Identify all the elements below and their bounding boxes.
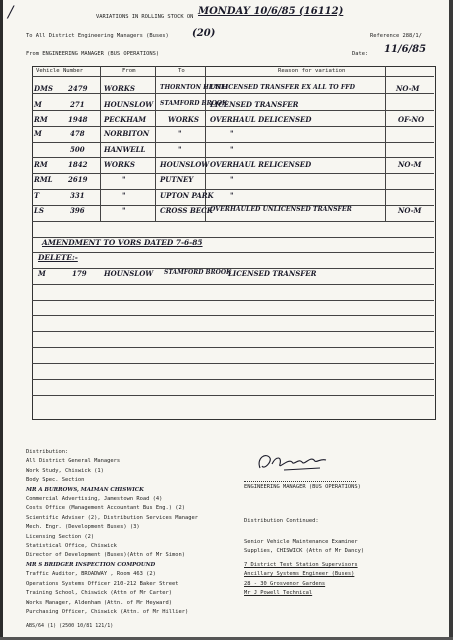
col-to: To xyxy=(178,68,185,74)
distribution-line: Purchasing Officer, Chiswick (Attn. of Mr Hillier) xyxy=(26,608,189,615)
to-line: To All District Engineering Managers (Buses) xyxy=(26,33,169,39)
vehicle-number: 2479 xyxy=(68,84,88,93)
distribution-line: Mr J Powell Technical xyxy=(244,590,313,597)
from-garage: " xyxy=(122,175,126,184)
vehicle-number: 179 xyxy=(72,269,87,278)
distribution-line: 7 District Test Station Supervisors xyxy=(244,561,358,568)
note: NO-M xyxy=(396,84,420,93)
to-garage: THORNTON HEATH xyxy=(160,84,228,91)
to-garage: STAMFORD BROOK xyxy=(160,100,228,107)
vehicle-number: 2619 xyxy=(68,175,88,184)
distribution-line: MR S BRIDGER INSPECTION COMPOUND xyxy=(26,561,156,568)
delete-label: DELETE:- xyxy=(38,253,78,262)
signature-title: ENGINEERING MANAGER (BUS OPERATIONS) xyxy=(244,484,361,490)
corner-mark: / xyxy=(8,2,14,21)
from-garage: WORKS xyxy=(104,84,135,93)
distribution-line: MR A BURROWS, MAIMAN CHISWICK xyxy=(26,486,144,493)
to-garage: UPTON PARK xyxy=(160,191,214,200)
col-from: From xyxy=(122,68,136,74)
distribution-line: Senior Vehicle Maintenance Examiner xyxy=(244,539,358,545)
reason: UNLICENSED TRANSFER EX ALL TO FFD xyxy=(210,84,356,91)
vehicle-type: M xyxy=(34,129,42,138)
distribution-line: Works Manager, Aldenham (Attn. of Mr Heyward) xyxy=(26,599,173,606)
distribution-line: Commercial Advertising, Jamestown Road (4) xyxy=(26,496,163,503)
to-garage: STAMFORD BROOK xyxy=(164,269,232,276)
to-garage: WORKS xyxy=(168,115,199,124)
to-garage: " xyxy=(178,145,182,154)
distribution-line: Mech. Engr. (Development Buses) (3) xyxy=(26,524,140,531)
distribution-line: Scientific Adviser (2), Distribution Services Manager xyxy=(26,514,199,521)
note: OF-NO xyxy=(398,115,425,124)
reason: " xyxy=(230,145,234,154)
from-garage: " xyxy=(122,191,126,200)
reference: Reference 288/1/ xyxy=(370,33,422,39)
title-handwritten: MONDAY 10/6/85 (16112) xyxy=(198,6,344,17)
signature xyxy=(254,448,336,478)
col-reason: Reason for variation xyxy=(278,68,346,74)
reason: OVERHAULED UNLICENSED TRANSFER xyxy=(210,206,352,213)
vehicle-type: DMS xyxy=(34,84,53,93)
date-label: Date: xyxy=(352,51,369,57)
title-prefix: VARIATIONS IN ROLLING STOCK ON xyxy=(96,14,194,20)
vehicle-number: 478 xyxy=(70,129,85,138)
distribution-line: Licensing Section (2) xyxy=(26,533,95,540)
from-garage: " xyxy=(122,206,126,215)
distribution-line: Training School, Chiswick (Attn of Mr Carter) xyxy=(26,590,173,597)
from-garage: NORBITON xyxy=(104,129,150,138)
from-garage: HOUNSLOW xyxy=(104,269,154,278)
vehicle-number: 396 xyxy=(70,206,85,215)
vehicle-type: RML xyxy=(34,175,53,184)
col-vehicle-number: Vehicle Number xyxy=(36,68,84,74)
to-garage: CROSS BECK xyxy=(160,206,213,215)
distribution-line: Distribution: xyxy=(26,449,69,455)
to-garage: HOUNSLOW xyxy=(160,160,210,169)
amendment-title: AMENDMENT TO VORS DATED 7-6-85 xyxy=(42,238,203,247)
distribution-line: Body Spec. Section xyxy=(26,477,85,484)
reason: " xyxy=(230,129,234,138)
from-garage: HANWELL xyxy=(104,145,146,154)
distribution-continued-heading: Distribution Continued: xyxy=(244,518,319,524)
distribution-line: Director of Development (Buses)(Attn of Mr Simon) xyxy=(26,552,186,559)
scan-edge-right xyxy=(449,0,453,640)
reason: " xyxy=(230,175,234,184)
reason: LICENSED TRANSFER xyxy=(210,100,299,109)
distribution-line: Costs Office (Management Accountant Bus Eng.) (2) xyxy=(26,505,186,512)
distribution-line: Traffic Auditor, BROADWAY , Room 463 (2) xyxy=(26,571,156,578)
reason: LICENSED TRANSFER xyxy=(228,269,317,278)
note: NO-M xyxy=(398,206,422,215)
reason: " xyxy=(230,191,234,200)
distribution-line: Ancillary Systems Engineer (Buses) xyxy=(244,571,355,578)
distribution-line: Statistical Office, Chiswick xyxy=(26,543,117,550)
reason: OVERHAUL DELICENSED xyxy=(210,115,312,124)
from-garage: PECKHAM xyxy=(104,115,147,124)
from-line: From ENGINEERING MANAGER (BUS OPERATIONS) xyxy=(26,51,160,57)
vehicle-type: LS xyxy=(34,206,44,215)
from-garage: WORKS xyxy=(104,160,135,169)
vehicle-number: 1948 xyxy=(68,115,88,124)
distribution-continued-list xyxy=(244,538,364,598)
distribution-list xyxy=(26,448,198,617)
from-garage: HOUNSLOW xyxy=(104,100,154,109)
vehicle-type: T xyxy=(34,191,40,200)
form-footer: ABS/64 (1) (2500 10/81 121/1) xyxy=(26,623,114,629)
note: NO-M xyxy=(398,160,422,169)
distribution-line: Work Study, Chiswick (1) xyxy=(26,467,104,474)
vehicle-number: 500 xyxy=(70,145,85,154)
scan-edge-left xyxy=(0,0,3,640)
vehicle-type: M xyxy=(34,100,42,109)
distribution-line: All District General Managers xyxy=(26,458,121,465)
vehicle-type: RM xyxy=(34,160,48,169)
to-garage: PUTNEY xyxy=(160,175,194,184)
to-number: (20) xyxy=(192,28,216,39)
vehicle-number: 271 xyxy=(70,100,85,109)
vehicle-number: 1842 xyxy=(68,160,88,169)
vehicle-number: 331 xyxy=(70,191,85,200)
date-value: 11/6/85 xyxy=(384,44,427,55)
vehicle-type: M xyxy=(38,269,46,278)
vehicle-type: RM xyxy=(34,115,48,124)
distribution-line: Supplies, CHISWICK (Attn of Mr Dancy) xyxy=(244,548,365,555)
distribution-line: 28 - 30 Grosvenor Gardens xyxy=(244,580,326,587)
to-garage: " xyxy=(178,129,182,138)
reason: OVERHAUL RELICENSED xyxy=(210,160,312,169)
distribution-line: Operations Systems Officer 210-212 Baker Street xyxy=(26,580,179,587)
